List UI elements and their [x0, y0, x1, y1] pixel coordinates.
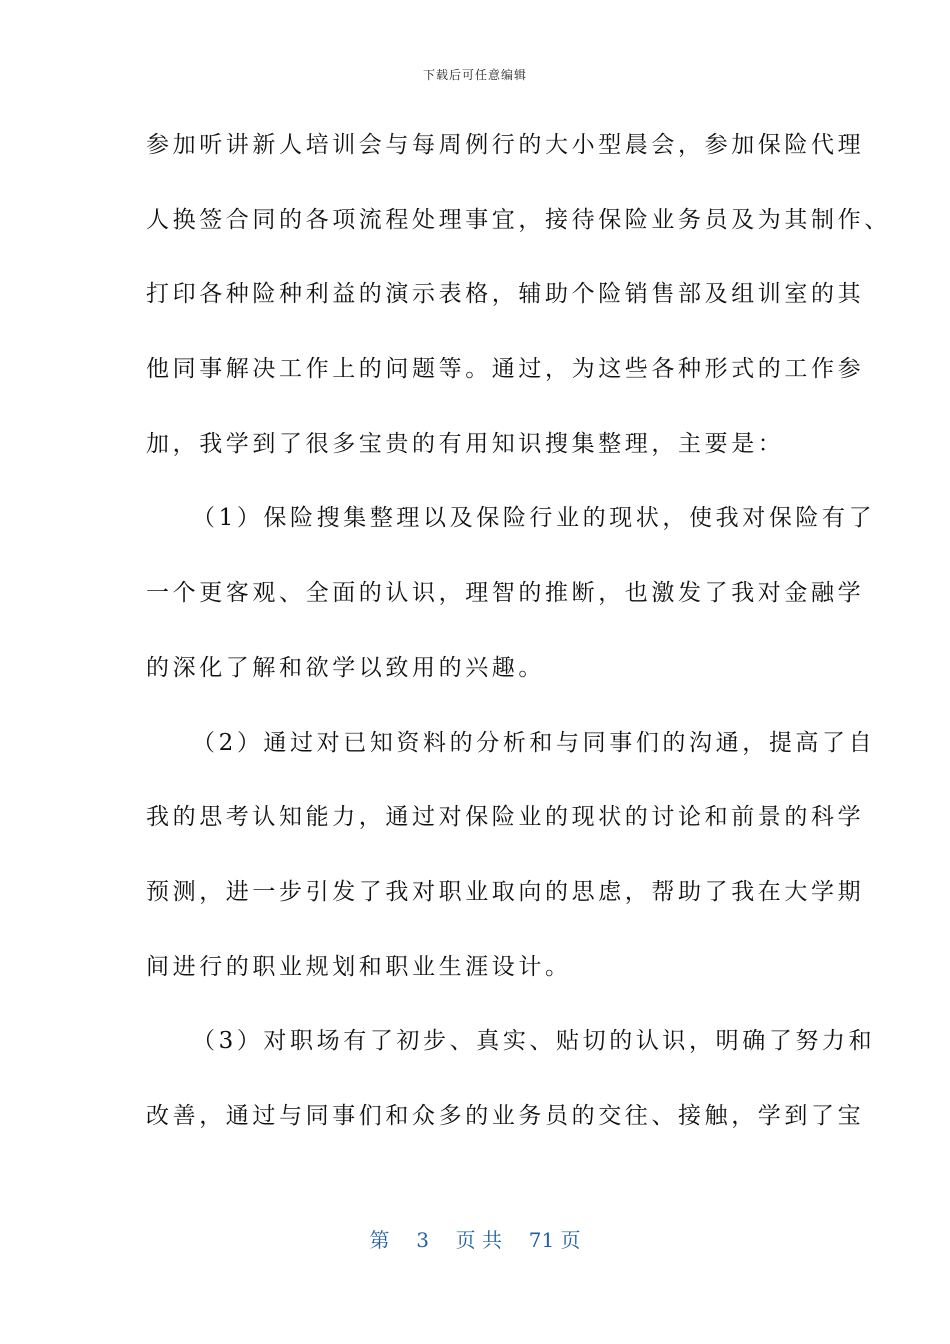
- footer-suffix: 页: [560, 1228, 581, 1252]
- footer-total-pages: 71: [528, 1228, 555, 1252]
- page-footer: [0, 1224, 950, 1253]
- footer-middle: 页 共: [455, 1228, 502, 1252]
- body-line: 他同事解决工作上的问题等。通过，为这些各种形式的工作参: [146, 356, 865, 383]
- body-line: 打印各种险种利益的演示表格，辅助个险销售部及组训室的其: [146, 281, 865, 308]
- document-body: [146, 108, 891, 1154]
- header-note: 下载后可任意编辑: [422, 68, 527, 82]
- body-line: （3）对职场有了初步、真实、贴切的认识，明确了努力和: [192, 1028, 876, 1055]
- body-line: 一个更客观、全面的认识，理智的推断，也激发了我对金融学: [146, 580, 865, 607]
- footer-prefix: 第: [369, 1228, 390, 1252]
- body-line: 改善，通过与同事们和众多的业务员的交往、接触，学到了宝: [146, 1102, 865, 1129]
- body-line: 预测，进一步引发了我对职业取向的思虑，帮助了我在大学期: [146, 878, 865, 905]
- body-line: 间进行的职业规划和职业生涯设计。: [146, 953, 572, 980]
- body-line: 加，我学到了很多宝贵的有用知识搜集整理，主要是：: [146, 430, 785, 457]
- body-line: 的深化了解和欲学以致用的兴趣。: [146, 654, 545, 681]
- body-line: 人换签合同的各项流程处理事宜，接待保险业务员及为其制作、: [146, 206, 891, 233]
- body-line: （2）通过对已知资料的分析和与同事们的沟通，提高了自: [192, 729, 876, 756]
- body-line: （1）保险搜集整理以及保险行业的现状，使我对保险有了: [192, 505, 876, 532]
- body-line: 我的思考认知能力，通过对保险业的现状的讨论和前景的科学: [146, 804, 865, 831]
- footer-current-page: 3: [416, 1228, 429, 1252]
- body-line: 参加听讲新人培训会与每周例行的大小型晨会，参加保险代理: [146, 132, 865, 158]
